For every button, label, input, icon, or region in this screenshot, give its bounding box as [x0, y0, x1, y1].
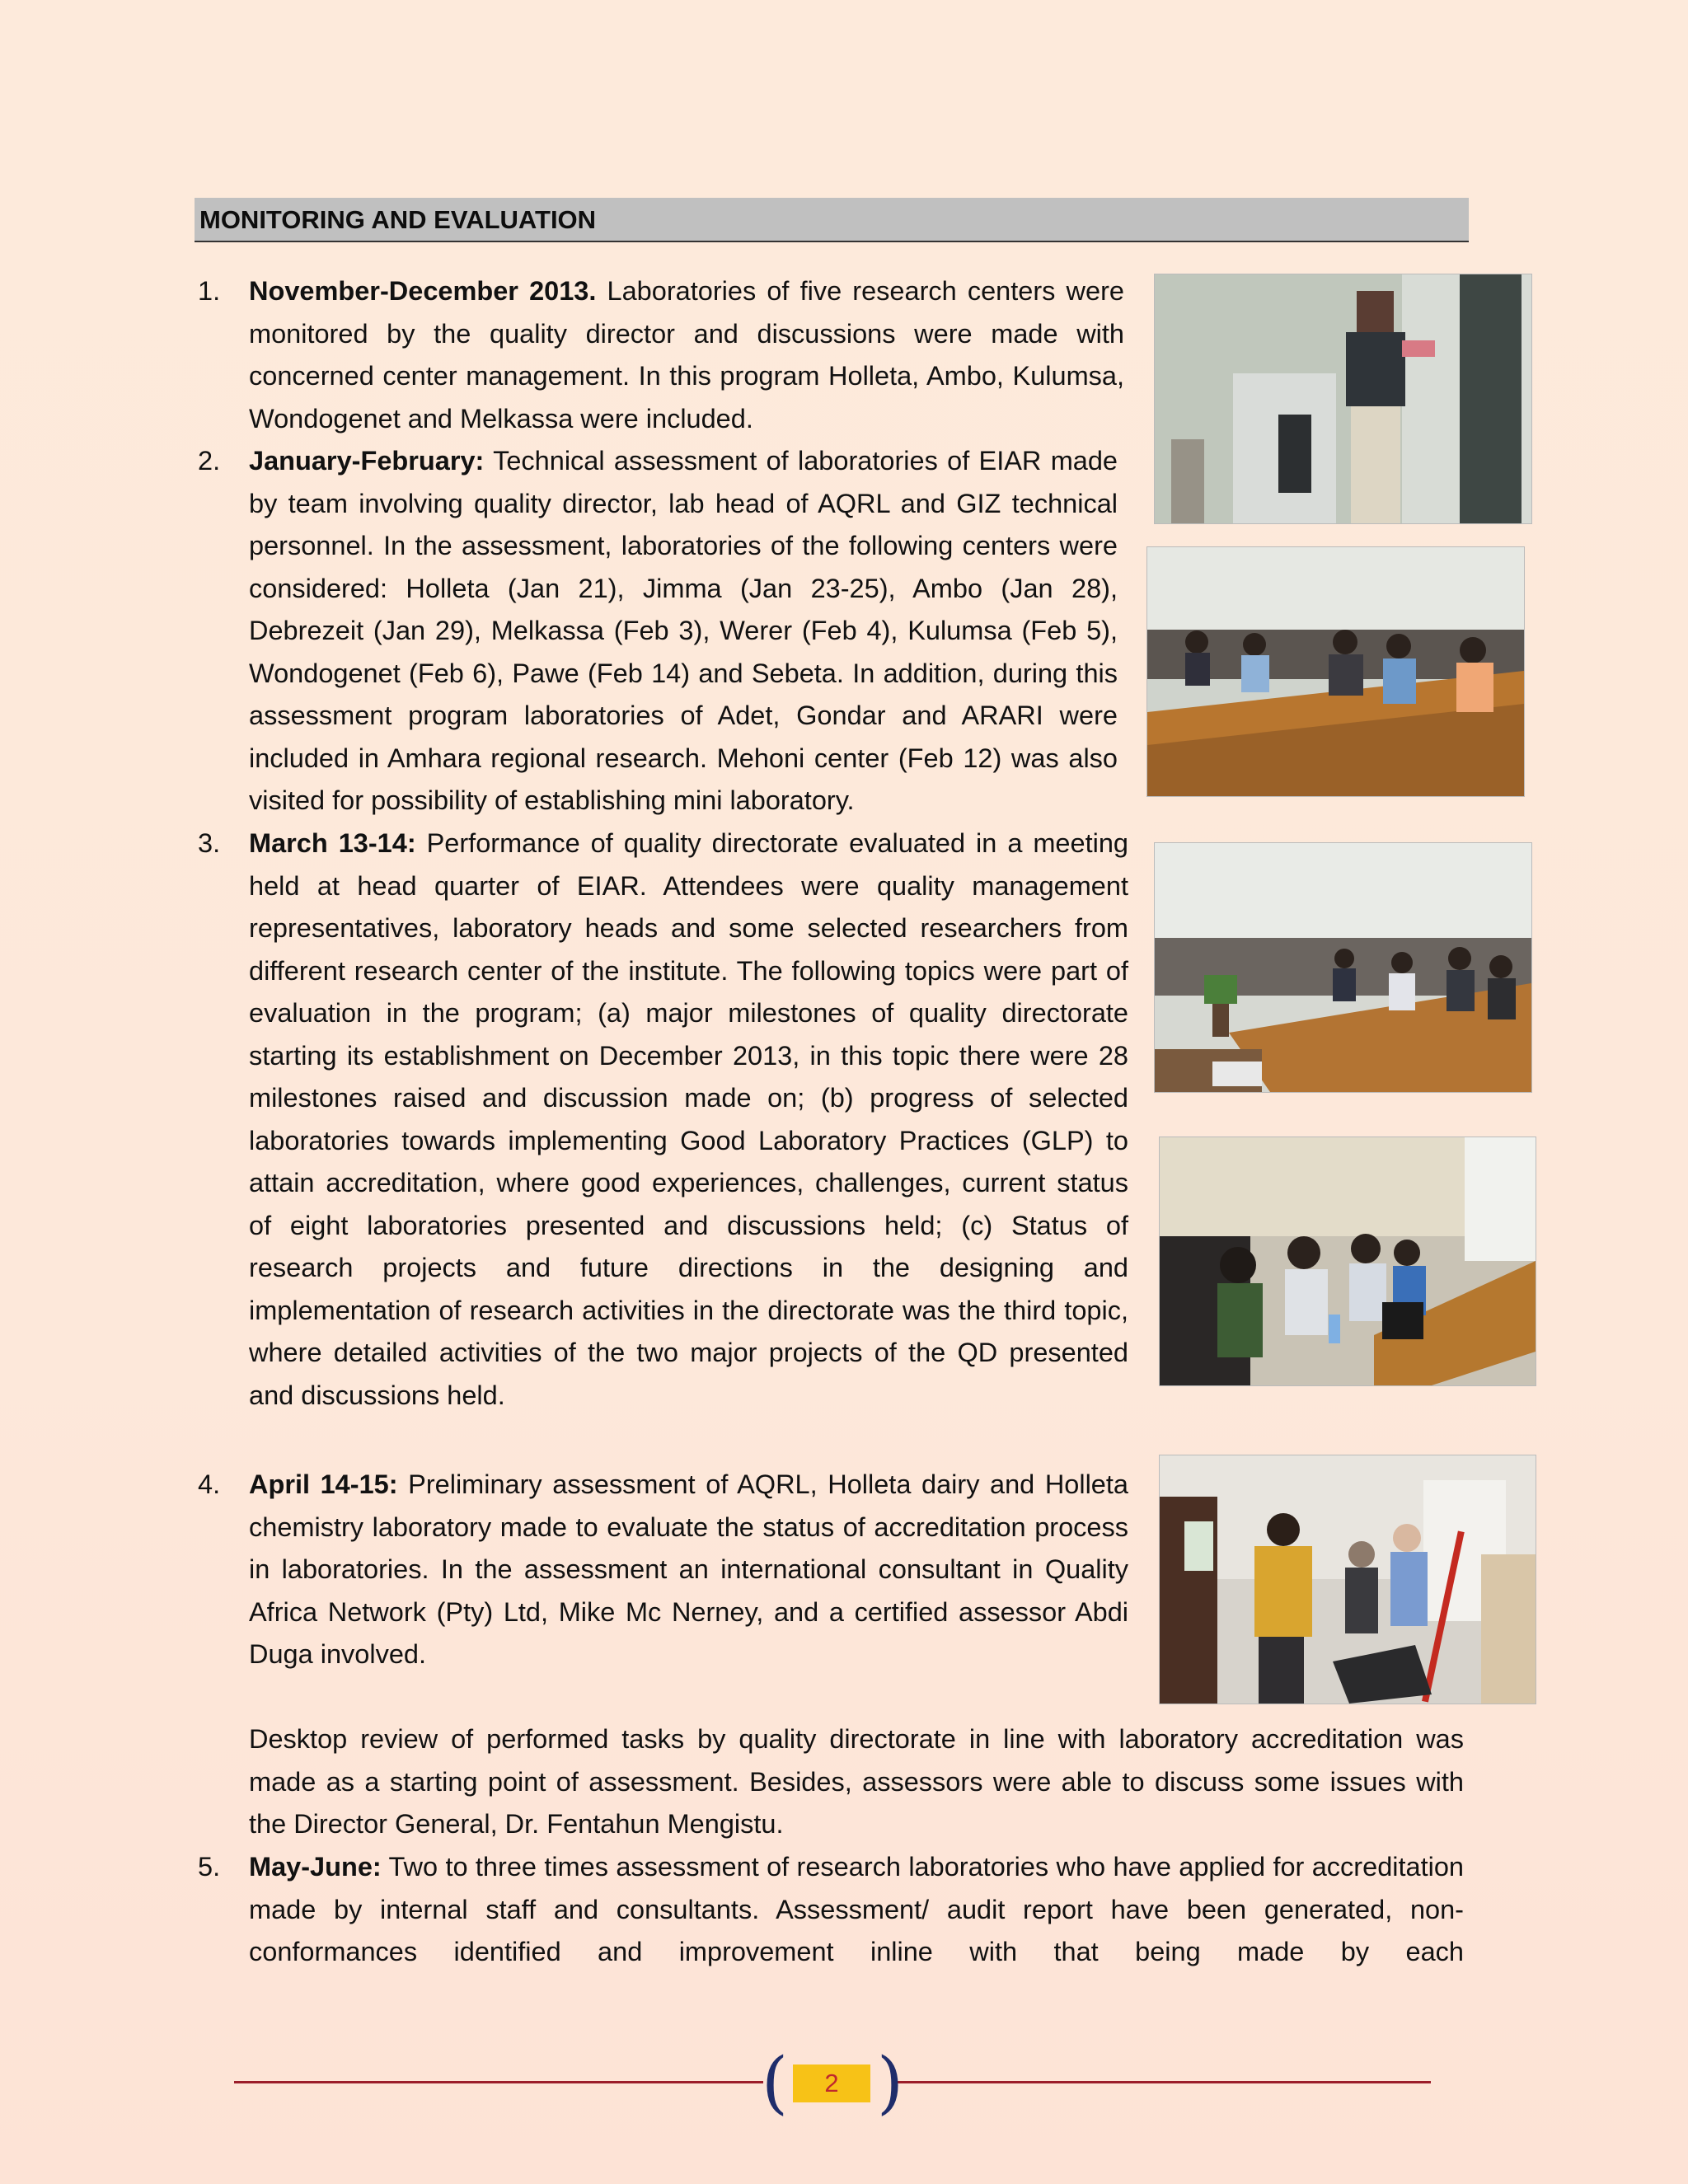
item-4-text: Preliminary assessment of AQRL, Holleta dairy and Holleta chemistry laboratory made to evaluate the status of accreditation process in laboratories. In the assessment an international consultant in Quality Africa Network (Pty) Ltd, Mike Mc Nerney, and a certified assessor Abdi Duga involved. — [249, 1469, 1128, 1669]
item-1-number: 1. — [198, 276, 221, 306]
item-4-number: 4. — [198, 1469, 221, 1499]
photo-meeting-room-2 — [1154, 842, 1532, 1093]
item-1-lead: November-December 2013. — [249, 276, 597, 306]
item-3-text: Performance of quality directorate evaluated in a meeting held at head quarter of EIAR. Attendees were quality management representatives, laboratory heads and some selected researchers from different research center of the institute. The following topics were part of evaluation in the program; (a) major milestones of quality directorate starting its establishment on December 2013, in this topic there were 28 milestones raised and discussion made on; (b) progress of selected laboratories towards implementing Good Laboratory Practices (GLP) to attain accreditation, where good experiences, challenges, current status of eight laboratories presented and discussions held; (c) Status of research projects and future directions in the designing and implementation of research activities in the directorate was the third topic, where detailed activities of the two major projects of the QD presented and discussions held. — [249, 828, 1128, 1410]
item-2-text: Technical assessment of laboratories of EIAR made by team involving quality director, lab head of AQRL and GIZ technical personnel. In the assessment, laboratories of the following centers were considered: Holleta (Jan 21), Jimma (Jan 23-25), Ambo (Jan 28), Debrezeit (Jan 29), Melkassa (Feb 3), Werer (Feb 4), Kulumsa (Feb 5), Wondogenet (Feb 6), Pawe (Feb 14) and Sebeta. In addition, during this assessment program laboratories of Adet, Gondar and ARARI were included in Amhara regional research. Mehoni center (Feb 12) was also visited for possibility of establishing mini laboratory. — [249, 446, 1118, 815]
item-2-paragraph — [249, 440, 1118, 823]
assessment-continuation-paragraph — [249, 1718, 1464, 1846]
item-2-number: 2. — [198, 446, 221, 476]
item-5-text: Two to three times assessment of research laboratories who have applied for accreditation made by internal staff and consultants. Assessment/ audit report have been generated, non-conformances identified and improvement inline with that being made by each — [249, 1852, 1464, 1966]
section-heading-bar — [195, 198, 1469, 242]
item-2-lead: January-February: — [249, 446, 485, 476]
item-4-paragraph — [249, 1464, 1128, 1676]
footer-left-bracket: ( — [762, 2044, 788, 2122]
item-1-paragraph — [249, 270, 1124, 440]
photo-meeting-room-3 — [1159, 1137, 1536, 1386]
item-5-lead: May-June: — [249, 1852, 382, 1882]
continuation-text: Desktop review of performed tasks by quality directorate in line with laboratory accreditation was made as a starting point of assessment. Besides, assessors were able to discuss some issues with the Director General, Dr. Fentahun Mengistu. — [249, 1724, 1464, 1839]
photo-lab-monitoring — [1154, 274, 1532, 524]
photo-lab-assessment — [1159, 1455, 1536, 1704]
item-3-number: 3. — [198, 828, 221, 858]
item-1-text: Laboratories of five research centers were monitored by the quality director and discussions were made with concerned center management. In this program Holleta, Ambo, Kulumsa, Wondogenet and Melkassa were included. — [249, 276, 1125, 434]
item-4-lead: April 14-15: — [249, 1469, 398, 1499]
footer-right-bracket: ) — [877, 2044, 903, 2122]
section-title: MONITORING AND EVALUATION — [199, 205, 597, 234]
photo-meeting-room-1 — [1146, 546, 1525, 797]
item-3-paragraph — [249, 823, 1128, 1417]
footer-line-right — [895, 2081, 1431, 2083]
item-5-number: 5. — [198, 1852, 221, 1882]
footer-line-left — [234, 2081, 763, 2083]
page-number: 2 — [793, 2064, 870, 2102]
item-5-paragraph — [249, 1846, 1464, 1974]
item-3-lead: March 13-14: — [249, 828, 416, 858]
